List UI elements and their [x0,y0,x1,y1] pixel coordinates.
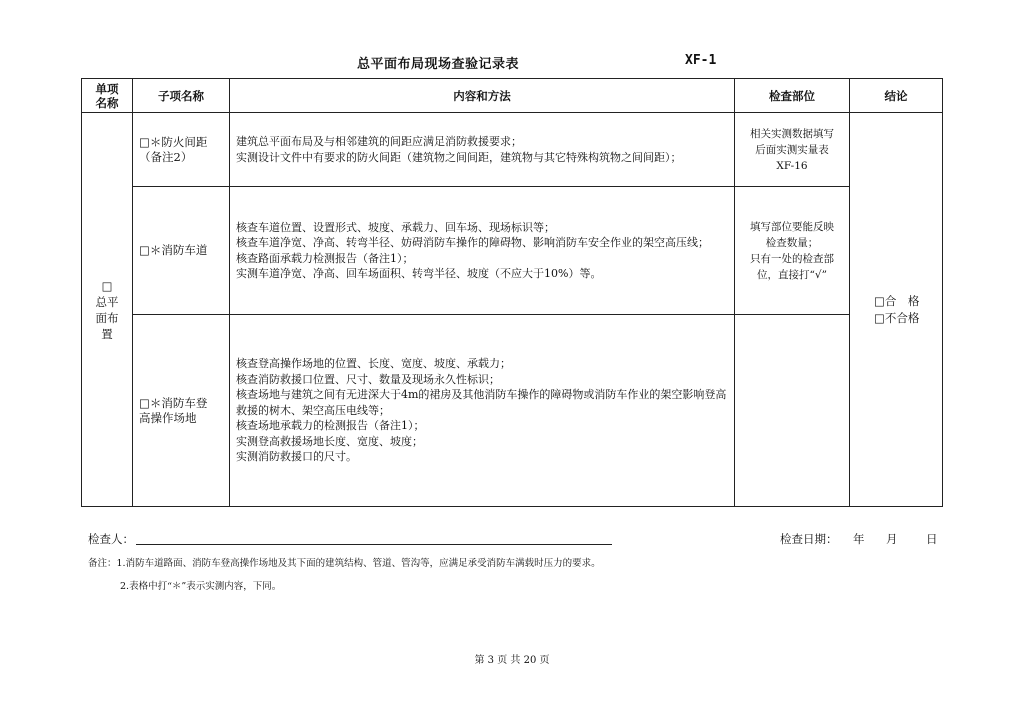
header-conclusion: 结论 [850,79,943,113]
content-line: 核查车道净宽、净高、转弯半径、妨碍消防车操作的障碍物、影响消防车安全作业的架空高压线； [236,236,709,249]
category-text: □ 总平 面布 置 [95,278,119,341]
header-content: 内容和方法 [230,79,735,113]
conclusion-pass-checkbox[interactable]: □合 格 [874,293,920,308]
inspector-label: 检查人： [88,532,134,546]
header-category-text: 单项 名称 [95,81,119,110]
header-sub-item: 子项名称 [133,79,230,113]
date-day-label: 日 [926,532,938,546]
content-line: 实测车道净宽、净高、回车场面积、转弯半径、坡度（不应大于10%）等。 [236,267,602,280]
signature-row [88,531,948,547]
location-cell[interactable] [735,113,850,187]
sub-item-aerial-operation-site[interactable] [133,315,230,507]
sub-item-label: □＊防火间距 （备注2） [139,134,208,164]
table-row [82,113,943,187]
inspection-table [81,78,943,507]
content-line: 建筑总平面布局及与相邻建筑的间距应满足消防救援要求； [236,135,522,148]
table-row [82,315,943,507]
content-line: 核查场地与建筑之间有无进深大于4m的裙房及其他消防车操作的障碍物或消防车作业的架空影响登高救援的树木、架空高压电线等； [236,388,727,417]
sub-item-fire-lane[interactable] [133,187,230,315]
content-line: 核查车道位置、设置形式、坡度、承载力、回车场、现场标识等； [236,220,555,234]
content-line: 实测登高救援场地长度、宽度、坡度； [236,434,423,448]
table-row [82,187,943,315]
location-text: 相关实测数据填写 后面实测实量表 XF-16 [750,127,834,172]
content-line: 核查场地承载力的检测报告（备注1）； [236,419,425,433]
content-cell [230,315,735,507]
sub-item-label: □＊消防车道 [139,243,208,257]
conclusion-cell [850,113,943,507]
content-cell [230,113,735,187]
category-cell [82,113,133,507]
content-line: 核查登高操作场地的位置、长度、宽度、坡度、承载力； [236,357,511,371]
sub-item-fire-spacing[interactable] [133,113,230,187]
header-category [82,79,133,113]
date-month-label: 月 [886,532,898,546]
content-line: 核查消防救援口位置、尺寸、数量及现场永久性标识； [236,372,500,386]
form-code: XF-1 [685,53,717,68]
content-line: 实测设计文件中有要求的防火间距（建筑物之间间距，建筑物与其它特殊构筑物之间间距）； [236,150,682,164]
title-bar [0,53,1024,71]
content-line: 实测消防救援口的尺寸。 [236,450,357,464]
content-cell [230,187,735,315]
location-text: 填写部位要能反映 检查数量； 只有一处的检查部 位，直接打“√” [750,220,834,281]
page-number: 第 3 页 共 20 页 [474,655,550,666]
conclusion-fail-checkbox[interactable]: □不合格 [874,310,920,325]
inspector-signature-line[interactable] [136,544,612,545]
header-location: 检查部位 [735,79,850,113]
location-cell[interactable] [735,187,850,315]
location-cell[interactable] [735,315,850,507]
date-year-label: 年 [853,532,865,546]
content-line: 核查路面承载力检测报告（备注1）； [236,251,414,265]
note-1: 备注：1.消防车道路面、消防车登高操作场地及其下面的建筑结构、管道、管沟等，应满足承受消防车满载时压力的要求。 [88,558,601,569]
note-2: 2.表格中打“＊”表示实测内容，下同。 [120,581,282,592]
form-title: 总平面布局现场查验记录表 [357,57,520,72]
inspection-date-label: 检查日期： [780,532,838,546]
header-row [82,79,943,113]
sub-item-label: □＊消防车登 高操作场地 [139,395,208,425]
